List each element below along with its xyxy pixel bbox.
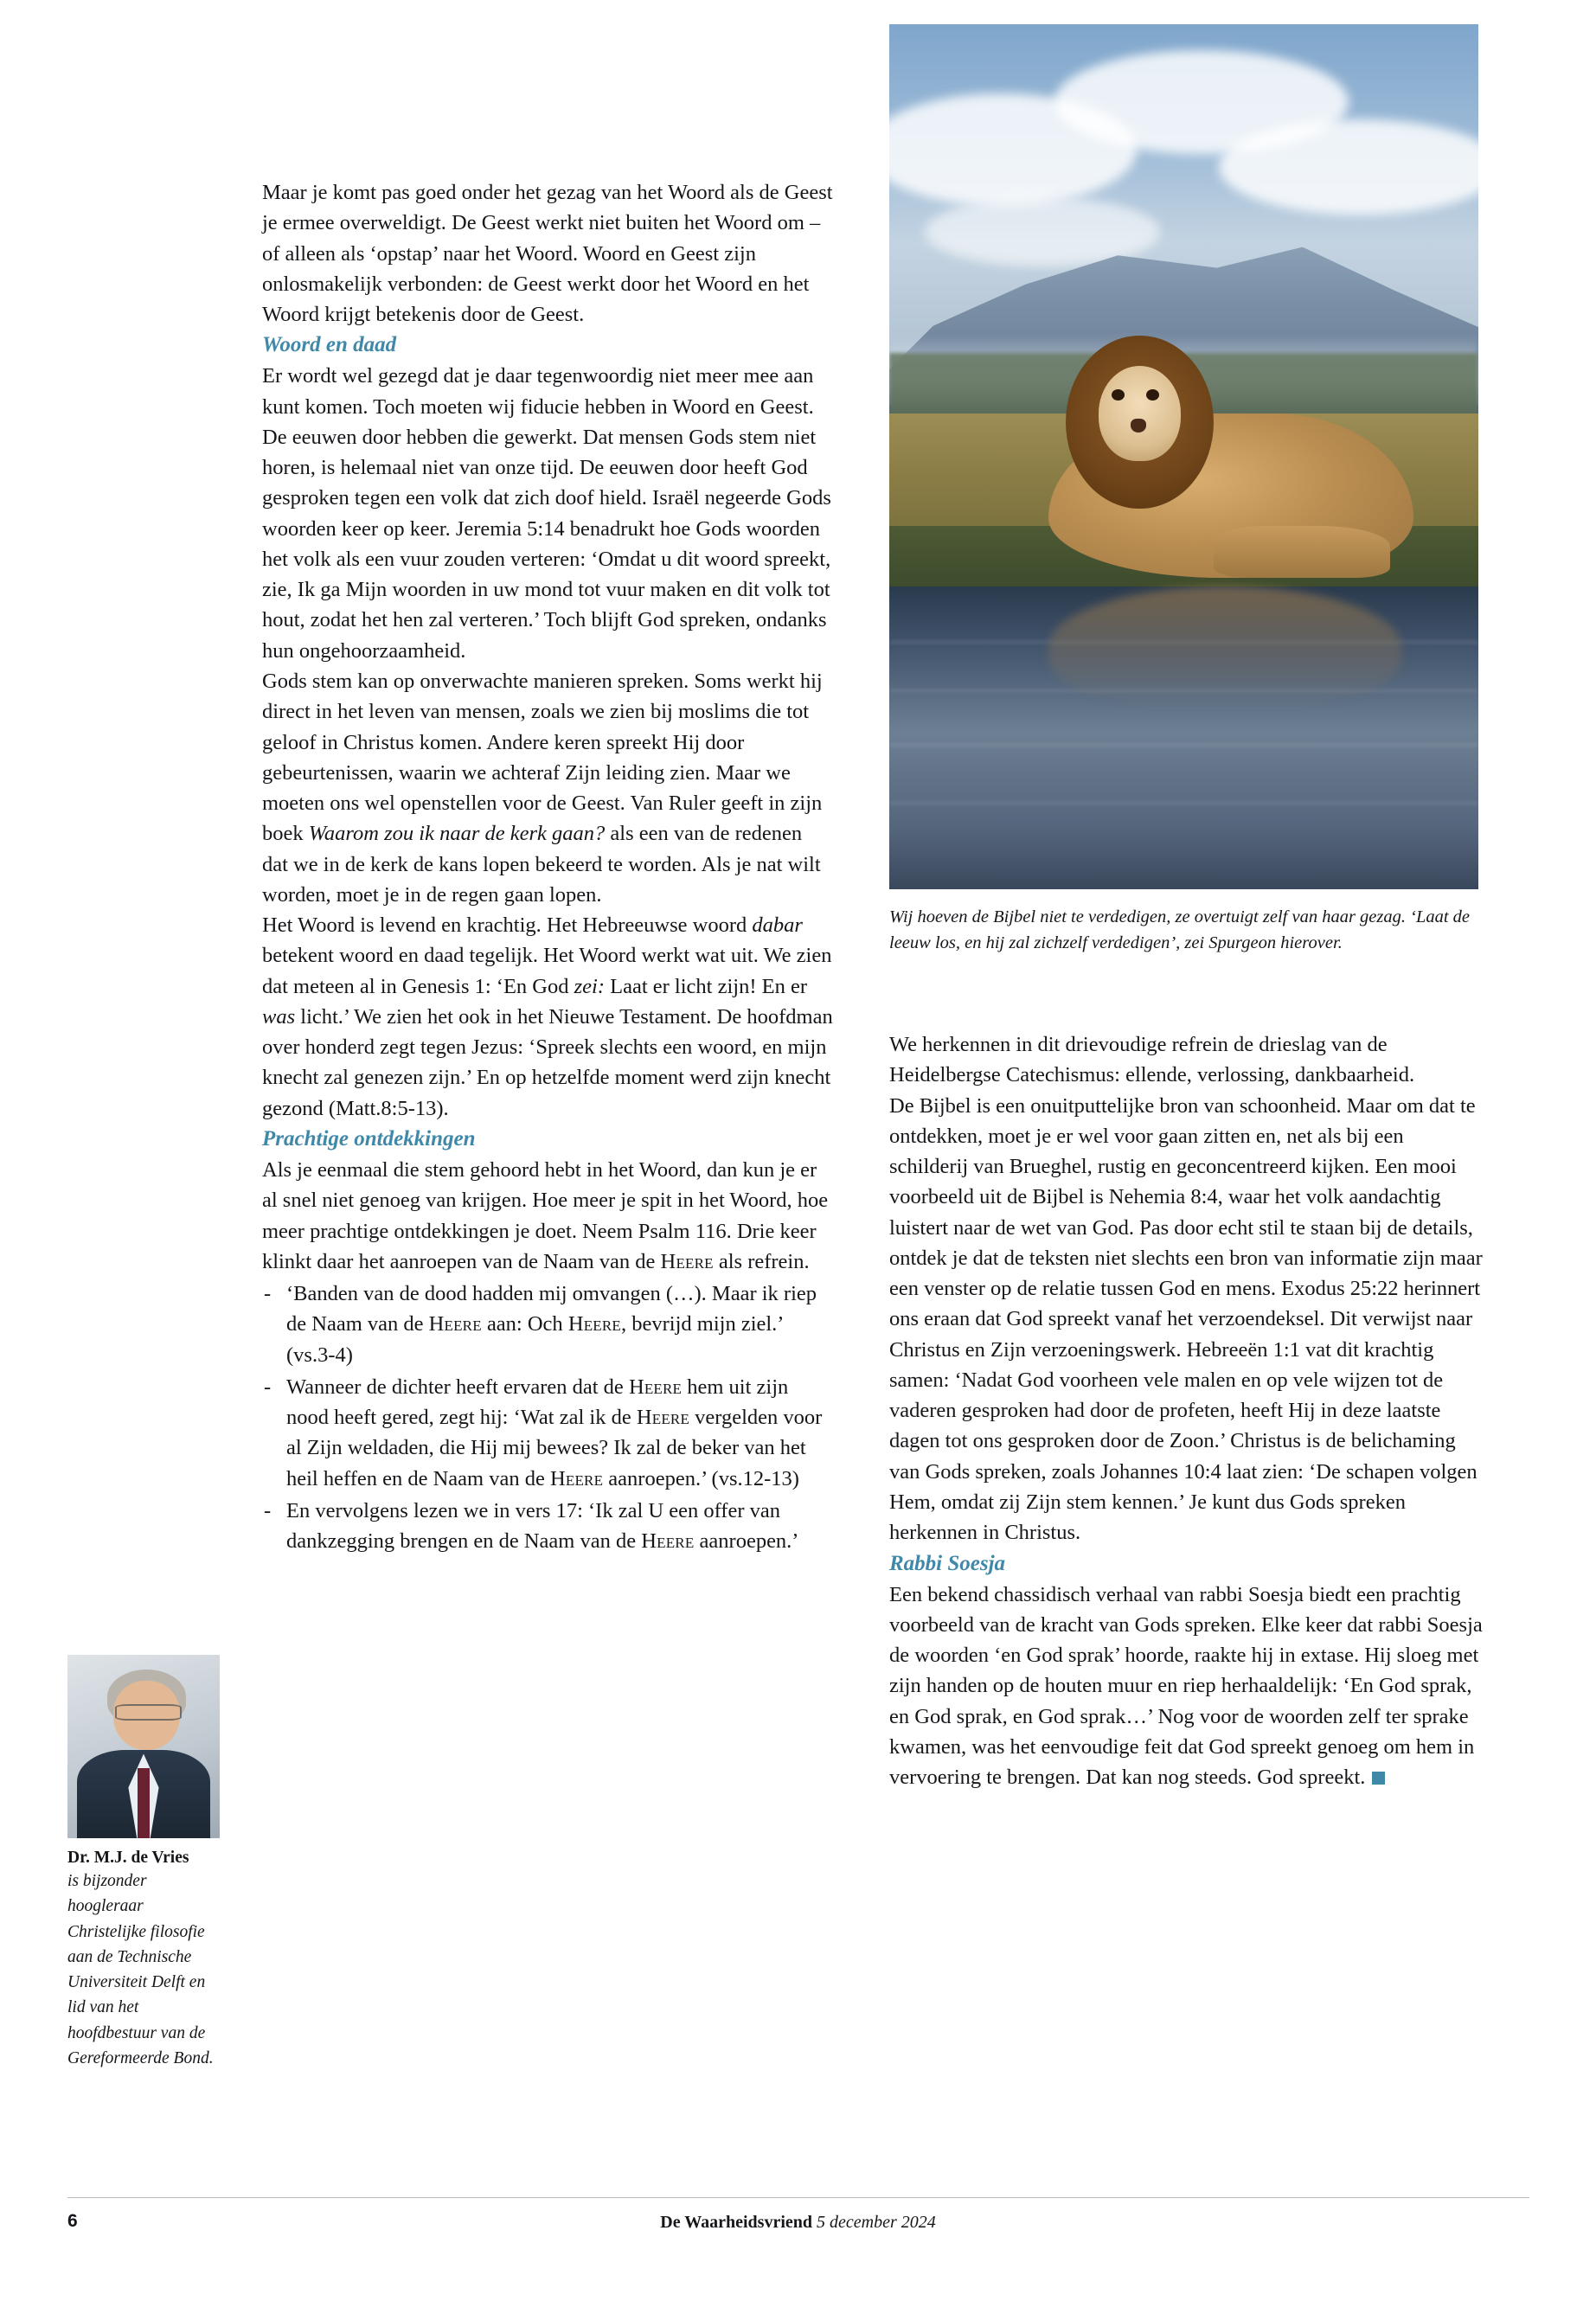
list-item-text: , bevrijd mijn ziel.’ (vs.3-4) <box>286 1312 783 1367</box>
quoted-verb: zei: <box>574 974 605 998</box>
lion-legs <box>1214 526 1390 578</box>
paragraph-text: Het Woord is levend en krachtig. Het Hebreeuwse woord <box>262 913 753 938</box>
lion-photo-illustration <box>889 24 1478 889</box>
author-portrait <box>67 1655 220 1838</box>
quoted-verb: was <box>262 1004 296 1029</box>
author-box <box>67 1655 223 2071</box>
paragraph-text: Laat er licht zijn! En er <box>604 974 807 998</box>
author-bio: is bijzonder hoogleraar Christelijke filosofie aan de Technische Universiteit Delft en lid van het hoofdbestuur van de Gereformeerde Bond. <box>67 1872 214 2067</box>
footer-date: 5 december 2024 <box>817 2213 936 2232</box>
list-item-text: ‘Banden van de dood hadden mij omvangen (…). Maar ik riep de Naam van de <box>286 1282 817 1336</box>
divine-name: Heere <box>549 1466 604 1490</box>
list-item-text: aanroepen.’ (vs.12-13) <box>603 1466 799 1490</box>
list-item-text: aan: Och <box>481 1312 568 1336</box>
paragraph-text: als een van de redenen dat we in de kerk de kans lopen bekeerd te worden. Als je nat wilt worden, moet je in de regen gaan lopen. <box>262 822 821 907</box>
footer-publication-info <box>0 2213 1596 2233</box>
paragraph <box>262 1155 833 1277</box>
divine-name: Heere <box>641 1529 695 1554</box>
list-item <box>262 1496 833 1557</box>
right-text-column <box>889 1029 1486 1792</box>
lion-reflection <box>1048 586 1402 708</box>
paragraph <box>889 1580 1486 1793</box>
cloud-shape <box>925 197 1160 266</box>
section-subhead-rabbi-soesja: Rabbi Soesja <box>889 1551 1006 1575</box>
end-of-article-mark <box>1372 1772 1385 1785</box>
lion-eye-right <box>1146 389 1159 401</box>
paragraph: We herkennen in dit drievoudige refrein de drieslag van de Heidelbergse Catechismus: ellende, verlossing, dankbaarheid. <box>889 1033 1415 1087</box>
list-item-text: En vervolgens lezen we in vers 17: ‘Ik zal U een offer van dankzegging brengen en de Naam van de <box>286 1498 780 1554</box>
divine-name: Heere <box>628 1375 683 1399</box>
paragraph: Er wordt wel gezegd dat je daar tegenwoordig niet meer mee aan kunt komen. Toch moeten wij fiducie hebben in Woord en Geest. De eeuwen door hebben die gewerkt. Dat mensen Gods stem niet horen, is helemaal niet van onze tijd. De eeuwen door heeft God gesproken tegen een volk dat zich doof hield. Israël negeerde Gods woorden keer op keer. Jeremia 5:14 benadrukt hoe Gods woorden het volk als een vuur zouden verteren: ‘Omdat u dit woord spreekt, zie, Ik ga Mijn woorden in uw mond tot vuur maken en dit volk tot hout, zodat het hen zal verteren.’ Toch blijft God spreken, ondanks hun ongehoorzaamheid. <box>262 364 831 663</box>
paragraph-text: betekent woord en daad tegelijk. Het Woord werkt wat uit. We zien dat meteen al in Genesis 1: ‘En God <box>262 944 832 998</box>
list-dash: - <box>264 1375 272 1399</box>
list-item <box>262 1279 833 1370</box>
divine-name: Heere <box>660 1249 714 1273</box>
psalm-refrain-list <box>262 1279 833 1556</box>
list-item <box>262 1372 833 1494</box>
footer-divider <box>67 2197 1529 2198</box>
paragraph: De Bijbel is een onuitputtelijke bron van schoonheid. Maar om dat te ontdekken, moet je er wel voor gaan zitten en, net als bij een schilderij van Brueghel, rustig en geconcentreerd kijken. Een mooi voorbeeld uit de Bijbel is Nehemia 8:4, waar het volk aandachtig luistert naar de wet van God. Pas door echt stil te staan bij de details, ontdek je dat de teksten niet slechts een bron van informatie zijn maar een venster op de relatie tussen God en mens. Exodus 25:22 herinnert ons eraan dat God spreekt vanaf het verzoendeksel. Dit verwijst naar Christus en Zijn verzoeningswerk. Hebreeën 1:1 vat dit krachtig samen: ‘Nadat God voorheen vele malen en op vele wijzen tot de vaderen gesproken had door de profeten, heeft Hij in deze laatste dagen tot ons gesproken door de Zoon.’ Christus is de belichaming van Gods spreken, zoals Johannes 10:4 laat zien: ‘De schapen volgen Hem, omdat zij Zijn stem kennen.’ Je kunt dus Gods spreken herkennen in Christus. <box>889 1093 1483 1545</box>
list-item-text: vergelden voor al Zijn weldaden, die Hij mij bewees? Ik zal de beker van het heil heffen en de Naam van de <box>286 1406 823 1490</box>
section-subhead-prachtige-ontdekkingen: Prachtige ontdekkingen <box>262 1126 476 1150</box>
paragraph <box>262 910 833 1124</box>
footer-title: De Waarheidsvriend <box>660 2213 813 2232</box>
list-item-text: Wanneer de dichter heeft ervaren dat de <box>286 1375 629 1399</box>
paragraph-text: als refrein. <box>713 1249 810 1273</box>
page-number: 6 <box>67 2211 78 2231</box>
divine-name: Heere <box>636 1406 690 1430</box>
lion-nose <box>1131 419 1146 433</box>
hebrew-word: dabar <box>752 913 803 938</box>
left-text-column <box>262 177 833 1558</box>
list-dash: - <box>264 1282 272 1306</box>
section-subhead-woord-en-daad: Woord en daad <box>262 333 397 357</box>
divine-name: Heere <box>428 1312 482 1336</box>
photo-caption: Wij hoeven de Bijbel niet te verdedigen, ze overtuigt zelf van haar gezag. ‘Laat de leeuw los, en hij zal zichzelf verdedigen’, zei Spurgeon hierover. <box>889 907 1471 952</box>
paragraph-text: licht.’ We zien het ook in het Nieuwe Testament. De hoofdman over honderd zegt tegen Jezus: ‘Spreek slechts een woord, en mijn knecht zal genezen zijn.’ En op hetzelfde moment werd zijn knecht gezond (Matt.8:5-13). <box>262 1004 833 1120</box>
author-name: Dr. M.J. de Vries <box>67 1849 189 1867</box>
paragraph: Maar je komt pas goed onder het gezag van het Woord als de Geest je ermee overweldigt. De Geest werkt niet buiten het Woord om – of alleen als ‘opstap’ naar het Woord. Woord en Geest zijn onlosmakelijk verbonden: de Geest werkt door het Woord en het Woord krijgt betekenis door de Geest. <box>262 181 833 327</box>
list-item-text: aanroepen.’ <box>694 1529 799 1554</box>
divine-name: Heere <box>567 1312 621 1336</box>
paragraph-text: Als je eenmaal die stem gehoord hebt in het Woord, dan kun je er al snel niet genoeg van krijgen. Hoe meer je spit in het Woord, hoe meer prachtige ontdekkingen je doet. Neem Psalm 116. Drie keer klinkt daar het aanroepen van de Naam van de <box>262 1157 829 1273</box>
paragraph-text: Een bekend chassidisch verhaal van rabbi Soesja biedt een prachtig voorbeeld van de kracht van Gods spreken. Elke keer dat rabbi Soesja de woorden ‘en God sprak’ hoorde, raakte hij in extase. Hij sloeg met zijn handen op de houten muur en riep herhaaldelijk: ‘En God sprak, en God sprak, en God sprak…’ Nog voor de woorden zelf ter sprake kwamen, was het eenvoudige feit dat God spreekt genoeg om hem in vervoering te brengen. Dat kan nog steeds. God spreekt. <box>889 1582 1483 1790</box>
list-dash: - <box>264 1498 272 1522</box>
glasses-icon <box>115 1704 183 1721</box>
article-photo <box>889 24 1478 889</box>
book-title: Waarom zou ik naar de kerk gaan? <box>308 822 606 846</box>
paragraph-text: Gods stem kan op onverwachte manieren spreken. Soms werkt hij direct in het leven van mensen, zoals we zien bij moslims die tot geloof in Christus komen. Andere keren spreekt Hij door gebeurtenissen, waarin we achteraf Zijn leiding zien. Maar we moeten ons wel openstellen voor de Geest. Van Ruler geeft in zijn boek <box>262 669 823 846</box>
lion-face <box>1099 366 1181 461</box>
list-item-text: hem uit zijn nood heeft gered, zegt hij: ‘Wat zal ik de <box>286 1375 789 1430</box>
paragraph <box>262 666 833 910</box>
